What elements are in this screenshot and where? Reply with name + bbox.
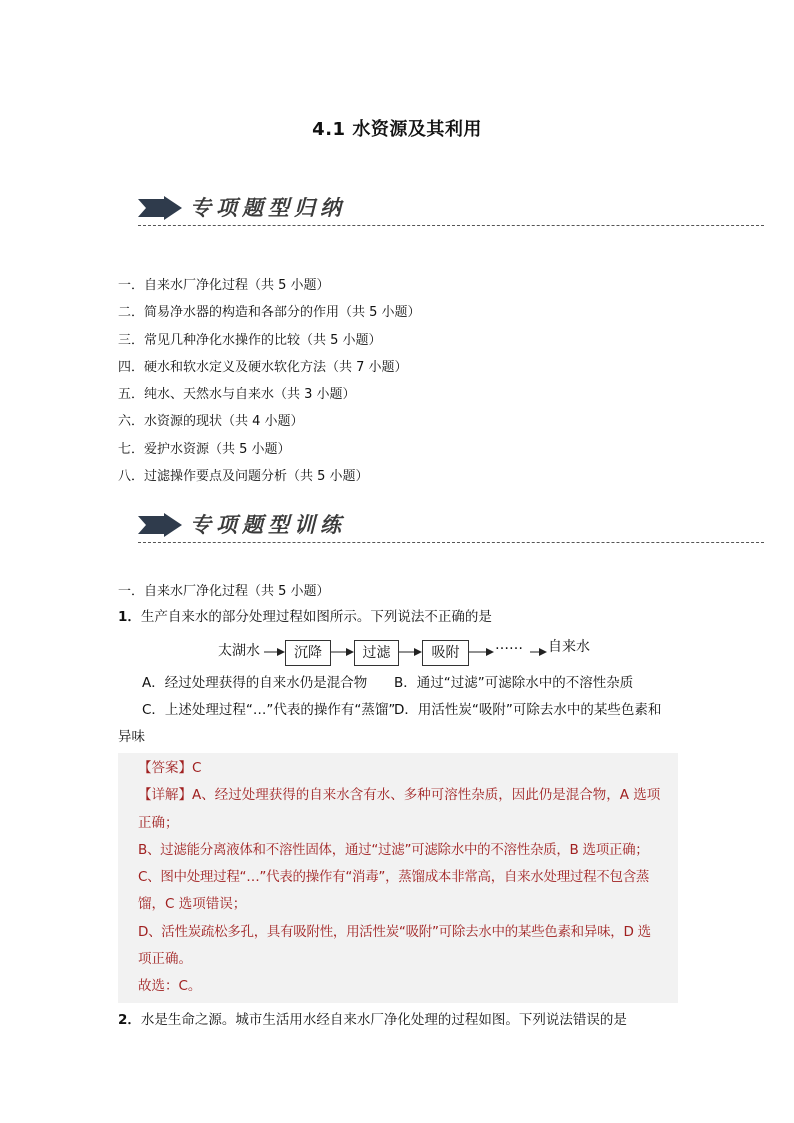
question-number: 1．: [118, 609, 141, 625]
topic-item: 五．纯水、天然水与自来水（共 3 小题）: [118, 387, 356, 403]
answer-label: 【答案】: [138, 760, 192, 776]
detail-text: 正确；: [138, 814, 179, 831]
detail-text: B、过滤能分离液体和不溶性固体，通过“过滤”可滤除水中的不溶性杂质，B 选项正确；: [138, 841, 649, 858]
topic-item: 一．自来水厂净化过程（共 5 小题）: [118, 278, 330, 293]
topic-list: [118, 272, 718, 490]
arrow-icon: [138, 513, 182, 537]
detail-text: A、经过处理获得的自来水含有水、多种可溶性杂质，因此仍是混合物，A 选项: [192, 787, 661, 804]
question-section: [118, 580, 678, 1033]
detail-label: 【详解】: [138, 787, 192, 804]
flow-step-box: 沉降: [285, 640, 331, 666]
detail-text: D、活性炭疏松多孔，具有吸附性，用活性炭“吸附”可除去水中的某些色素和异味，D 选: [138, 923, 651, 940]
process-flow-diagram: [218, 634, 638, 668]
option-b: B．通过“过滤”可滤除水中的不溶性杂质: [394, 675, 634, 691]
question-text: 生产自来水的部分处理过程如图所示。下列说法不正确的是: [140, 609, 492, 625]
arrow-icon: [138, 196, 182, 220]
detail-text: 故选：C。: [138, 978, 202, 995]
question-text: 水是生命之源。城市生活用水经自来水厂净化处理的过程如图。下列说法错误的是: [140, 1011, 627, 1028]
section-banner-training: [138, 507, 764, 543]
question-number: 2．: [118, 1011, 141, 1028]
option-row: [118, 697, 678, 724]
detail-text: 项正确。: [138, 951, 192, 968]
answer-line: [138, 755, 674, 782]
banner-text: 专项题型训练: [190, 512, 346, 537]
option-a: A．经过处理获得的自来水仍是混合物: [142, 675, 368, 691]
section-banner-summary: [138, 190, 764, 226]
section-heading: 一．自来水厂净化过程（共 5 小题）: [118, 584, 330, 599]
topic-item: 三．常见几种净化水操作的比较（共 5 小题）: [118, 332, 382, 348]
question-2-stem: [118, 1007, 678, 1033]
option-d-continued: 异味: [118, 729, 145, 745]
option-d: D．用活性炭“吸附”可除去水中的某些色素和: [394, 702, 662, 718]
topic-item: 七．爱护水资源（共 5 小题）: [118, 441, 291, 457]
flow-target: 自来水: [548, 639, 590, 655]
page-title: 4.1 水资源及其利用: [312, 119, 482, 140]
flow-step-box: 过滤: [354, 640, 399, 666]
detail-text: 馏，C 选项错误；: [138, 896, 247, 913]
flow-step-box: 吸附: [422, 640, 469, 666]
question-1-stem: [118, 604, 678, 630]
option-row: [118, 670, 678, 697]
flow-source: 太湖水: [218, 643, 260, 659]
detail-line: [138, 782, 674, 809]
topic-item: 四．硬水和软水定义及硬水软化方法（共 7 小题）: [118, 359, 408, 375]
banner-text: 专项题型归纳: [190, 195, 346, 220]
dashed-divider: [138, 225, 764, 226]
topic-item: 八．过滤操作要点及问题分析（共 5 小题）: [118, 469, 369, 485]
dashed-divider: [138, 542, 764, 543]
flow-ellipsis: ……: [495, 637, 523, 653]
option-c: C．上述处理过程“…”代表的操作有“蒸馏”: [142, 702, 396, 718]
detail-text: C、图中处理过程“…”代表的操作有“消毒”，蒸馏成本非常高，自来水处理过程不包含蒸: [138, 869, 650, 886]
topic-item: 六．水资源的现状（共 4 小题）: [118, 414, 304, 430]
answer-value: C: [192, 760, 202, 776]
answer-explanation-box: [118, 753, 678, 1003]
topic-item: 二．简易净水器的构造和各部分的作用（共 5 小题）: [118, 305, 421, 321]
